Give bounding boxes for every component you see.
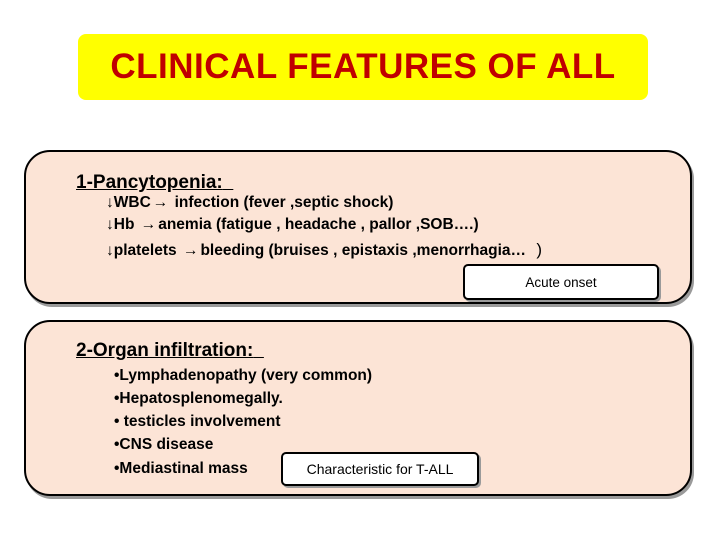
organ-infiltration-panel bbox=[24, 320, 692, 496]
pancytopenia-panel bbox=[24, 150, 692, 304]
platelets-row bbox=[106, 240, 542, 260]
list-item: •Lymphadenopathy (very common) bbox=[114, 367, 373, 384]
t-all-note-text: Characteristic for T-ALL bbox=[306, 461, 454, 477]
list-item: •Mediastinal mass bbox=[114, 460, 248, 477]
arrow-right-icon: → bbox=[140, 216, 157, 233]
list-item: •Hepatosplenomegally. bbox=[114, 390, 283, 407]
list-item: • testicles involvement bbox=[114, 413, 281, 430]
arrow-down-icon: ↓ bbox=[106, 194, 114, 211]
t-all-note bbox=[281, 452, 479, 486]
title-banner bbox=[78, 34, 648, 100]
wbc-row bbox=[106, 194, 393, 212]
platelets-label: platelets bbox=[113, 242, 181, 259]
section-heading-pancytopenia bbox=[76, 172, 233, 194]
hb-effect: anemia (fatigue , headache , pallor ,SOB….) bbox=[158, 216, 479, 233]
acute-onset-text: Acute onset bbox=[525, 274, 597, 290]
wbc-effect: infection (fever ,septic shock) bbox=[170, 194, 394, 211]
closing-paren: ) bbox=[536, 240, 543, 259]
arrow-down-icon: ↓ bbox=[106, 242, 114, 259]
list-item: •CNS disease bbox=[114, 436, 214, 453]
arrow-right-icon: → bbox=[182, 242, 199, 259]
hb-label: Hb bbox=[113, 216, 139, 233]
arrow-down-icon: ↓ bbox=[106, 216, 114, 233]
arrow-right-icon: → bbox=[152, 194, 169, 211]
platelets-effect: bleeding (bruises , epistaxis ,menorrhagia… bbox=[200, 242, 531, 259]
pancytopenia-heading-text: 1-Pancytopenia: bbox=[76, 172, 223, 193]
acute-onset-note bbox=[463, 264, 659, 300]
organ-infiltration-heading-text: 2-Organ infiltration: bbox=[76, 340, 254, 361]
section-heading-organ-infiltration bbox=[76, 340, 264, 362]
slide-title: CLINICAL FEATURES OF ALL bbox=[110, 47, 616, 86]
wbc-label: WBC bbox=[113, 194, 151, 211]
hb-row bbox=[106, 216, 479, 234]
